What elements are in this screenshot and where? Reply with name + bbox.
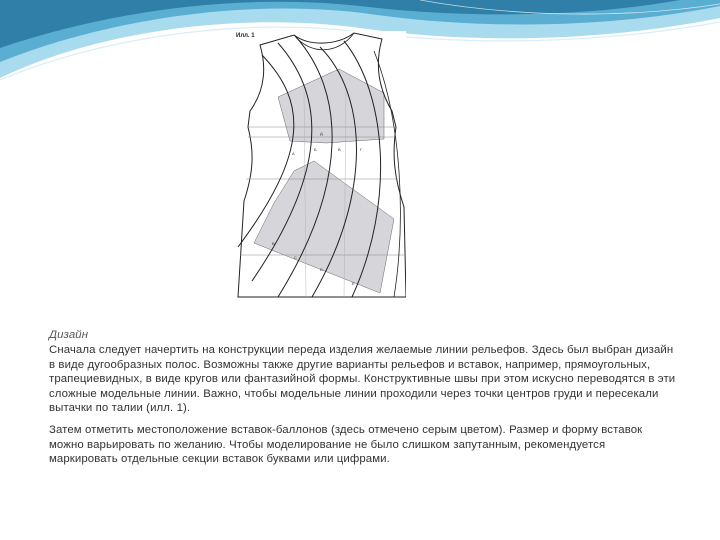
marker-e: E [352,281,355,286]
section-heading: Дизайн [49,329,89,341]
marker-c: С [294,255,297,260]
marker-lower-v: В [272,241,275,246]
insert-lower [254,161,394,293]
marker-a: А [292,151,295,156]
text-block [49,328,677,467]
figure-caption: Илл. 1 [236,33,255,39]
marker-g: Г [360,147,363,152]
marker-v: В [338,147,341,152]
paragraph-2: Затем отметить местоположение вставок-баллонов (здесь отмечено серым цветом). Размер и форму вставок можно варьировать по желанию. Чтобы моделирование не было слишком запутанным, рекомендуется маркировать отдельные секции вставок буквами или цифрами. [49,424,643,466]
marker-b: Б [314,147,317,152]
marker-d-lat: D [320,267,323,272]
marker-d: Д [320,131,323,136]
paragraph-1: Сначала следует начертить на конструкции переда изделия желаемые линии рельефов. Здесь был выбран дизайн в виде дугообразных полос. Возможны также другие варианты рельефов и вставок, например, прямоугольных, трапециевидных, в виде кругов или фантазийной формы. Конструктивные швы при этом искусно переводятся в эти сложные модельные линии. Важно, чтобы модельные линии проходили через точки центров груди и пересекали вытачки по талии (илл. 1). [49,344,676,415]
dress-pattern-drawing [234,31,406,303]
